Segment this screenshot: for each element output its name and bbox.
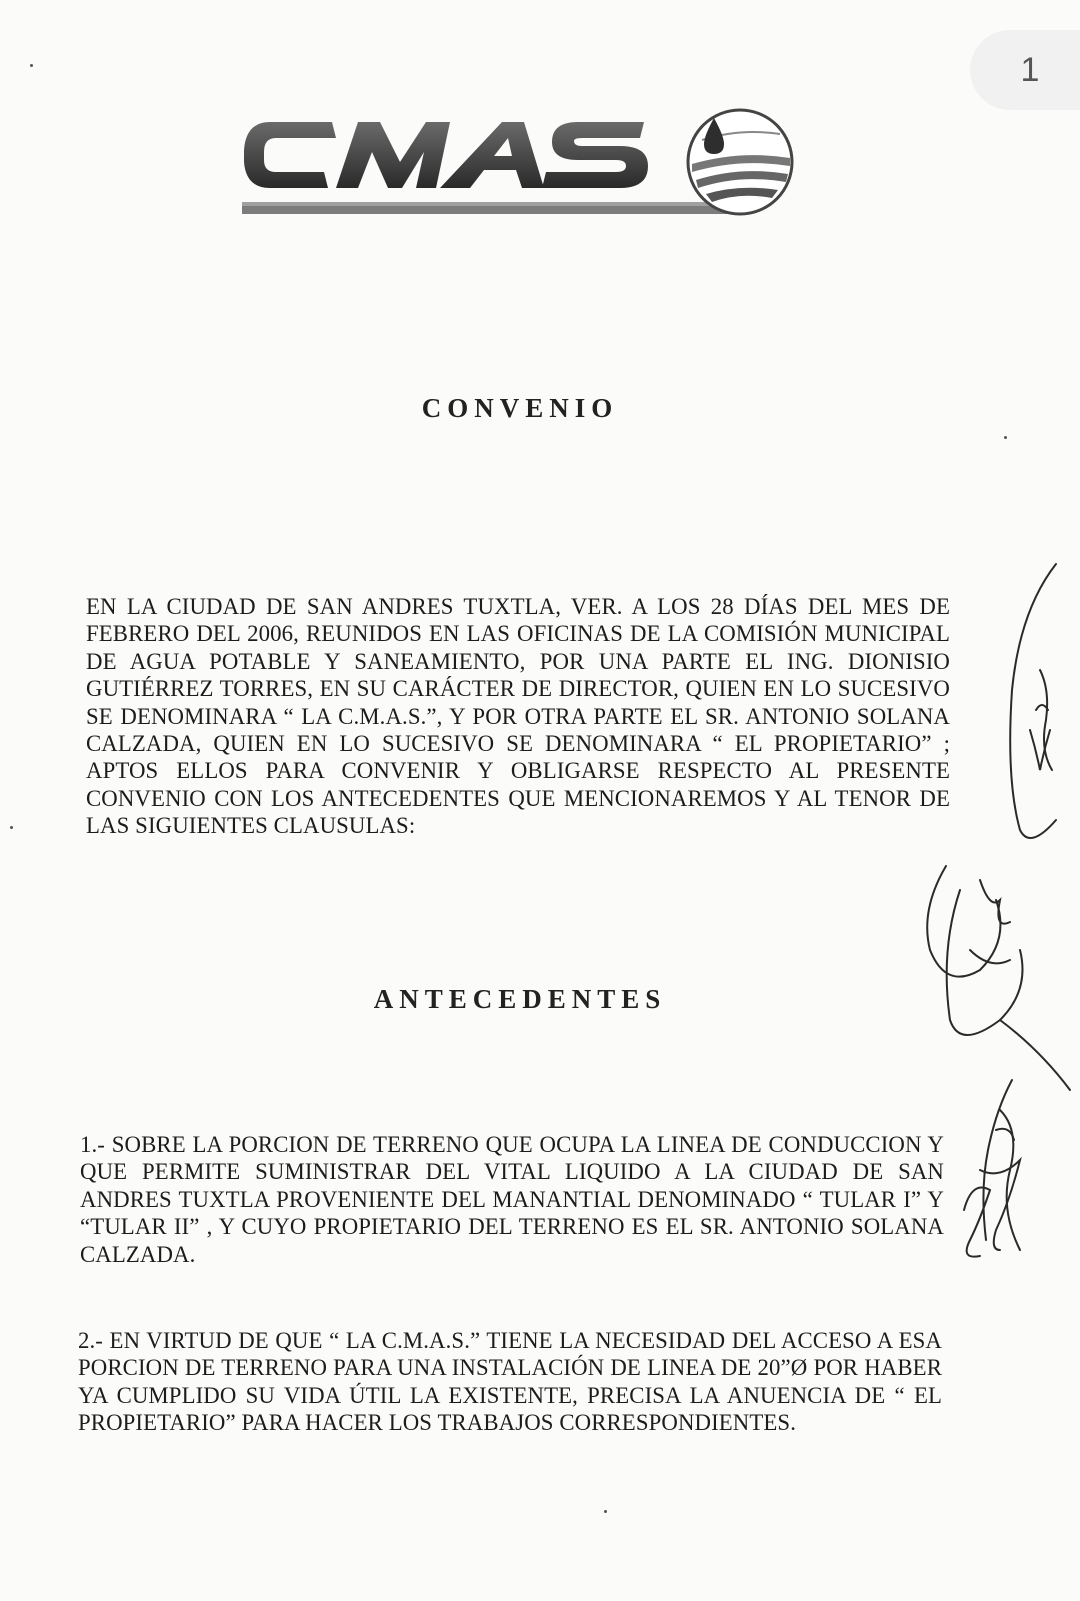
scan-speck [604, 1510, 607, 1513]
section-heading-antecedentes: ANTECEDENTES [373, 984, 667, 1014]
scan-speck [1004, 436, 1007, 439]
cmas-logo [240, 100, 800, 230]
document-title: CONVENIO [421, 393, 619, 423]
scan-speck [10, 826, 13, 829]
page-number-badge: 1 [970, 30, 1080, 110]
margin-signatures [900, 550, 1080, 1290]
scan-speck [30, 64, 33, 67]
antecedente-item: 2.- EN VIRTUD DE QUE “ LA C.M.A.S.” TIENE LA NECESIDAD DEL ACCESO A ESA PORCION DE TERRENO PARA UNA INSTALACIÓN DE LINEA DE 20”Ø POR HABER YA CUMPLIDO SU VIDA ÚTIL LA EXISTENTE, PRECISA LA ANUENCIA DE “ EL PROPIETARIO” PARA HACER LOS TRABAJOS CORRESPONDIENTES. [78, 1328, 942, 1436]
intro-paragraph: EN LA CIUDAD DE SAN ANDRES TUXTLA, VER. A LOS 28 DÍAS DEL MES DE FEBRERO DEL 2006, REUNIDOS EN LAS OFICINAS DE LA COMISIÓN MUNICIPAL DE AGUA POTABLE Y SANEAMIENTO, POR UNA PARTE EL ING. DIONISIO GUTIÉRREZ TORRES, EN SU CARÁCTER DE DIRECTOR, QUIEN EN LO SUCESIVO SE DENOMINARA “ LA C.M.A.S.”, Y POR OTRA PARTE EL SR. ANTONIO SOLANA CALZADA, QUIEN EN LO SUCESIVO SE DENOMINARA “ EL PROPIETARIO” ; APTOS ELLOS PARA CONVENIR Y OBLIGARSE RESPECTO AL PRESENTE CONVENIO CON LOS ANTECEDENTES QUE MENCIONAREMOS Y AL TENOR DE LAS SIGUIENTES CLAUSULAS: [86, 594, 950, 839]
antecedente-item: 1.- SOBRE LA PORCION DE TERRENO QUE OCUPA LA LINEA DE CONDUCCION Y QUE PERMITE SUMINISTRAR DEL VITAL LIQUIDO A LA CIUDAD DE SAN ANDRES TUXTLA PROVENIENTE DEL MANANTIAL DENOMINADO “ TULAR I” Y “TULAR II” , Y CUYO PROPIETARIO DEL TERRENO ES EL SR. ANTONIO SOLANA CALZADA. [80, 1132, 944, 1267]
